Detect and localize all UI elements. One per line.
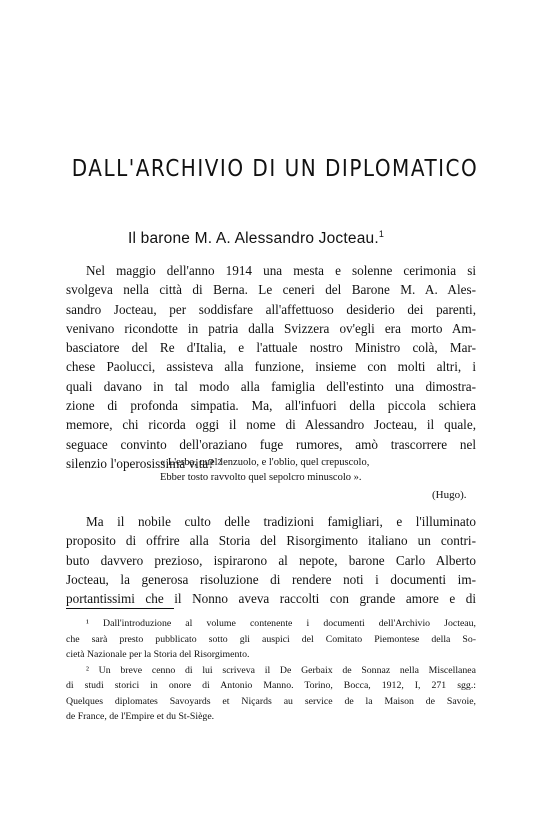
paragraph-line: chese Paolucci, assisteva alla funzione, insieme con molti altri, i xyxy=(66,359,476,375)
footnote-divider xyxy=(66,608,174,609)
article-subtitle xyxy=(128,229,384,248)
footnote-line: de France, de l'Empire et du St-Siège. xyxy=(66,711,215,722)
quote-line: « L'erba, quel lenzuolo, e l'oblio, quel crepuscolo, xyxy=(160,457,370,468)
paragraph-line: Jocteau, la generosa risoluzione di rendere noti i documenti im- xyxy=(66,571,476,587)
footnote-line: ² Un breve cenno di lui scriveva il De Gerbaix de Sonnaz nella Miscellanea xyxy=(86,664,476,676)
paragraph-1 xyxy=(66,261,476,473)
paragraph-line: portantissimi che il Nonno aveva raccolti con grande amore e di xyxy=(66,591,476,607)
footnote-line: di studi storici in onore di Antonio Manno. Torino, Bocca, 1912, I, 271 sgg.: xyxy=(66,680,476,691)
quote-line: Ebber tosto ravvolto quel sepolcro minuscolo ». xyxy=(160,472,362,483)
subtitle-footnote-mark: 1 xyxy=(378,229,385,239)
paragraph-2 xyxy=(66,512,476,608)
footnote-line: ¹ Dall'introduzione al volume contenente i documenti dell'Archivio Jocteau, xyxy=(86,618,476,629)
paragraph-line: Ma il nobile culto delle tradizioni famigliari, e l'illuminato xyxy=(86,514,476,529)
paragraph-line: quali davano in tal modo alla famiglia dell'estinto una dimostra- xyxy=(66,378,476,394)
paragraph-line: Nel maggio dell'anno 1914 una mesta e solenne cerimonia si xyxy=(86,263,476,278)
paragraph-line: seguace convinto dell'oraziano fuge rumores, amò trascorrere nel xyxy=(66,436,476,452)
paragraph-line: buto davvero prezioso, ispirarono al nepote, barone Carlo Alberto xyxy=(66,552,476,568)
subtitle-text: Il barone M. A. Alessandro Jocteau. xyxy=(128,230,379,248)
footnote-line: cietà Nazionale per la Storia del Risorgimento. xyxy=(66,649,250,660)
paragraph-line: venivano ricondotte in patria dalla Svizzera ov'egli era morto Am- xyxy=(66,320,476,336)
paragraph-line: basciatore del Re d'Italia, e l'attuale nostro Ministro colà, Mar- xyxy=(66,340,476,356)
paragraph-line: memore, chi ricorda oggi il nome di Alessandro Jocteau, il quale, xyxy=(66,417,476,433)
footnote-line: Quelques diplomates Savoyards et Niçards au service de la Maison de Savoie, xyxy=(66,695,476,707)
verse-quote xyxy=(160,455,470,485)
paragraph-line: svolgeva nella città di Berna. Le ceneri del Barone M. A. Ales- xyxy=(66,282,476,298)
paragraph-line: proposito di offrire alla Storia del Risorgimento italiano un contri- xyxy=(66,533,476,549)
footnote-line: che sarà presto pubblicato sotto gli auspici del Comitato Piemontese della So- xyxy=(66,633,476,645)
paragraph-line: sandro Jocteau, per soddisfare all'affettuoso desiderio dei parenti, xyxy=(66,301,476,317)
page-title: DALL'ARCHIVIO DI UN DIPLOMATICO xyxy=(71,154,479,182)
paragraph-line: zione di profonda simpatia. Ma, all'infuori della piccola schiera xyxy=(66,398,476,414)
quote-source: (Hugo). xyxy=(432,489,467,501)
footnotes xyxy=(66,616,476,725)
paragraph-line: silenzio l'operosissima vita? ² xyxy=(66,455,222,471)
